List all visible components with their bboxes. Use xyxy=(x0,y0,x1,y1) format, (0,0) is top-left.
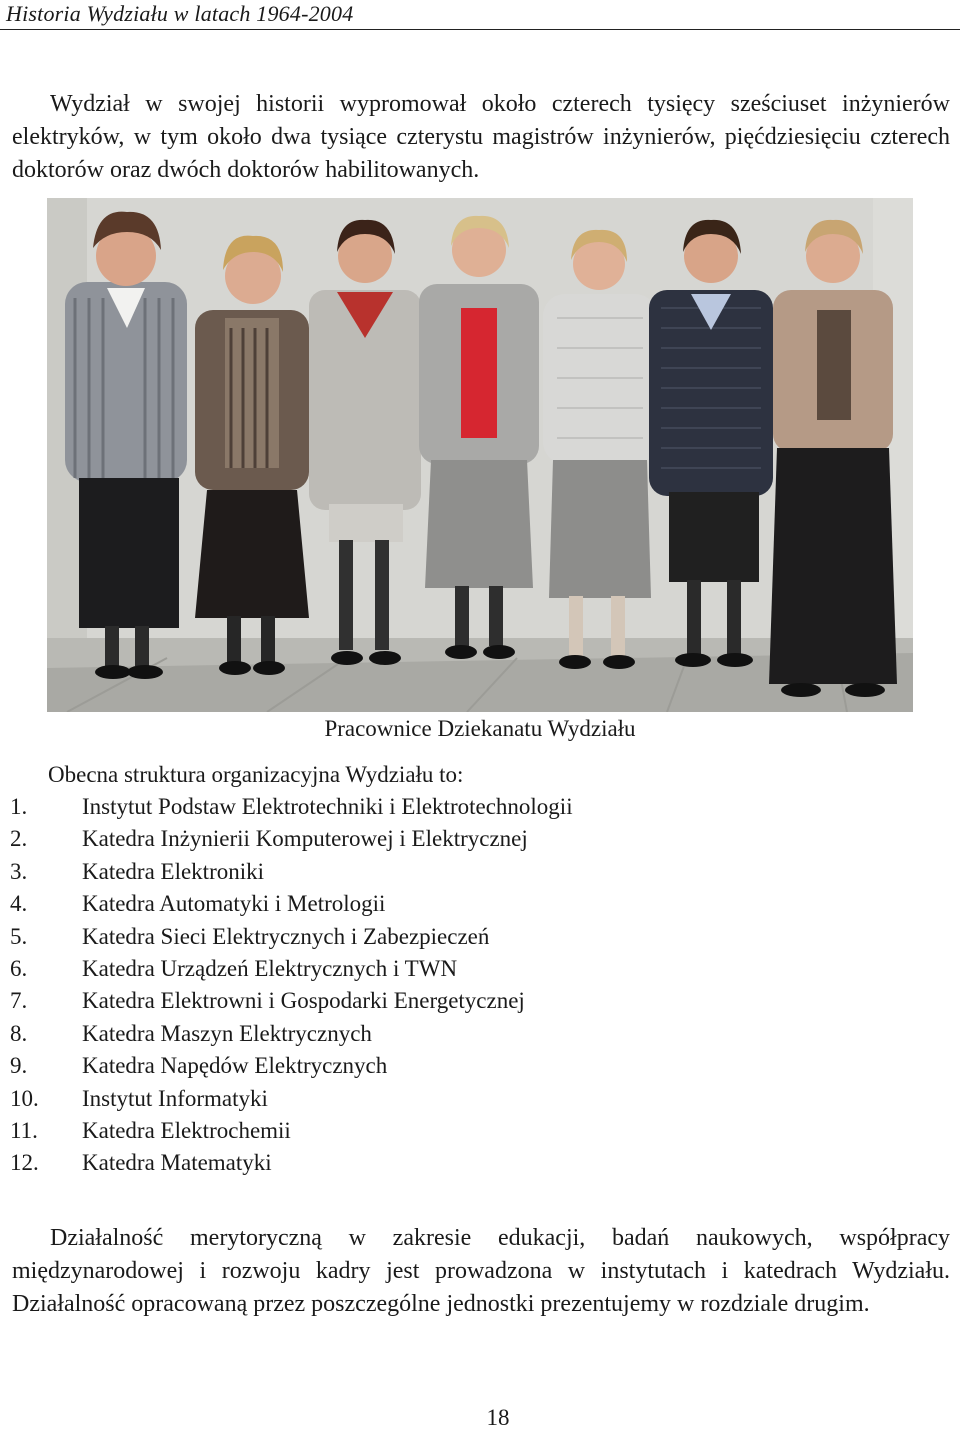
list-item-number: 9. xyxy=(10,1053,28,1079)
list-item xyxy=(10,953,573,985)
activity-paragraph: Działalność merytoryczną w zakresie edukacji, badań naukowych, współpracy międzynarodowej i rozwoju kadry jest prowadzona w instytutach i katedrach Wydziału. Działalność opracowaną przez poszczególne jednostki prezentujemy w rozdziale drugim. xyxy=(12,1225,950,1317)
list-item-number: 11. xyxy=(10,1117,38,1143)
list-item xyxy=(10,888,573,920)
intro-paragraph: Wydział w swojej historii wypromował około czterech tysięcy sześciuset inżynierów elektryków, w tym około dwa tysiące czterystu magistrów inżynierów, pięćdziesięciu czterech doktorów oraz dwóch doktorów habilitowanych. xyxy=(12,91,950,183)
structure-list xyxy=(10,791,573,1180)
list-item-label: Katedra Elektrochemii xyxy=(82,1117,291,1143)
list-item-label: Instytut Podstaw Elektrotechniki i Elektrotechnologii xyxy=(82,794,573,819)
structure-intro: Obecna struktura organizacyjna Wydziału to: xyxy=(48,762,464,787)
list-item-number: 2. xyxy=(10,826,28,852)
list-item-number: 4. xyxy=(10,891,28,917)
list-item xyxy=(10,1018,573,1050)
group-photo-illustration xyxy=(47,198,913,712)
list-item-number: 1. xyxy=(10,794,28,819)
page-number: 18 xyxy=(486,1405,510,1430)
list-item-number: 8. xyxy=(10,1020,28,1046)
list-item xyxy=(10,985,573,1017)
list-item-label: Katedra Urządzeń Elektrycznych i TWN xyxy=(82,955,458,981)
group-photo xyxy=(47,198,913,712)
list-item xyxy=(10,823,573,855)
list-item-number: 5. xyxy=(10,923,28,949)
list-item-label: Katedra Automatyki i Metrologii xyxy=(82,891,386,917)
list-item-label: Katedra Elektroniki xyxy=(82,858,265,884)
photo-caption-text: Pracownice Dziekanatu Wydziału xyxy=(324,716,636,741)
list-item xyxy=(10,1050,573,1082)
list-item-number: 12. xyxy=(10,1150,39,1176)
running-header xyxy=(0,0,960,30)
list-item-number: 3. xyxy=(10,858,28,884)
list-item-label: Katedra Sieci Elektrycznych i Zabezpieczeń xyxy=(82,923,490,949)
list-item xyxy=(10,1083,573,1115)
list-item-number: 6. xyxy=(10,955,28,981)
list-item xyxy=(10,856,573,888)
list-item xyxy=(10,921,573,953)
list-item-label: Katedra Inżynierii Komputerowej i Elektrycznej xyxy=(82,826,528,852)
running-header-title: Historia Wydziału w latach 1964-2004 xyxy=(6,1,354,26)
photo-caption xyxy=(0,713,960,745)
list-item xyxy=(10,791,573,823)
list-item-number: 7. xyxy=(10,988,28,1014)
list-item-label: Katedra Matematyki xyxy=(82,1150,272,1176)
list-item-number: 10. xyxy=(10,1085,39,1111)
list-item-label: Katedra Elektrowni i Gospodarki Energetycznej xyxy=(82,988,525,1014)
list-item xyxy=(10,1115,573,1147)
person-7 xyxy=(769,220,897,697)
list-item xyxy=(10,1147,573,1179)
list-item-label: Katedra Maszyn Elektrycznych xyxy=(82,1020,372,1046)
list-item-label: Katedra Napędów Elektrycznych xyxy=(82,1053,388,1079)
list-item-label: Instytut Informatyki xyxy=(82,1085,268,1111)
